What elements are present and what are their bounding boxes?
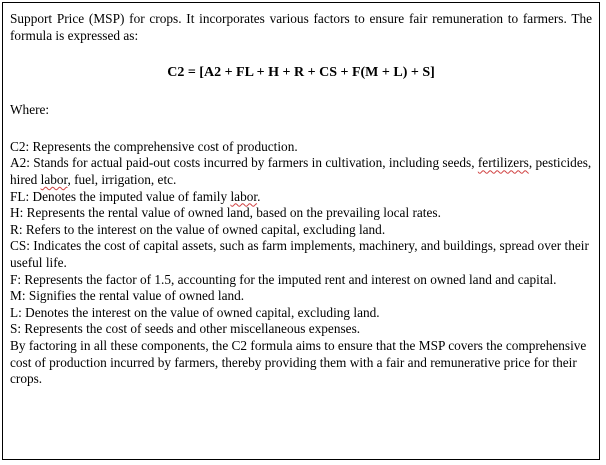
spellcheck-word[interactable]: labor (40, 171, 68, 187)
definition-cs: CS: Indicates the cost of capital assets, such as farm implements, machinery, and buildings, spread over their useful life. (10, 238, 589, 270)
definition-c2: C2: Represents the comprehensive cost of production. (10, 138, 298, 154)
definition-m: M: Signifies the rental value of owned land. (10, 288, 245, 304)
spellcheck-word[interactable]: labor (230, 188, 258, 204)
definition-h: H: Represents the rental value of owned land, based on the prevailing local rates. (10, 205, 441, 221)
definition-a2-start: A2: Stands for actual paid-out costs incurred by farmers in cultivation, including seeds, (10, 155, 475, 171)
definition-a2-end: , fuel, irrigation, etc. (67, 171, 177, 187)
definitions-list (10, 139, 592, 388)
c2-formula: C2 = [A2 + FL + H + R + CS + F(M + L) + S] (167, 65, 435, 81)
definition-a2-mid: , pesticides, hired (10, 155, 592, 187)
spellcheck-word[interactable]: fertilizers (477, 155, 529, 171)
definition-fl-end: . (257, 188, 261, 204)
intro-paragraph: Support Price (MSP) for crops. It incorporates various factors to ensure fair remuneration to farmers. The formula is expressed as: (10, 11, 592, 43)
conclusion-paragraph: By factoring in all these components, the C2 formula aims to ensure that the MSP covers the comprehensive cost of production incurred by farmers, thereby providing them with a fair and remunerative price for their crops. (10, 337, 587, 387)
definition-l: L: Denotes the interest on the value of owned capital, excluding land. (10, 304, 380, 320)
definition-r: R: Refers to the interest on the value of owned capital, excluding land. (10, 221, 386, 237)
where-label: Where: (10, 102, 50, 118)
definition-f: F: Represents the factor of 1.5, accounting for the imputed rent and interest on owned land and capital. (10, 271, 557, 287)
definition-s: S: Represents the cost of seeds and other miscellaneous expenses. (10, 321, 361, 337)
document-frame (2, 2, 600, 460)
definition-fl-start: FL: Denotes the imputed value of family (10, 188, 228, 204)
definition-fl (10, 189, 592, 206)
definition-a2 (10, 155, 592, 188)
